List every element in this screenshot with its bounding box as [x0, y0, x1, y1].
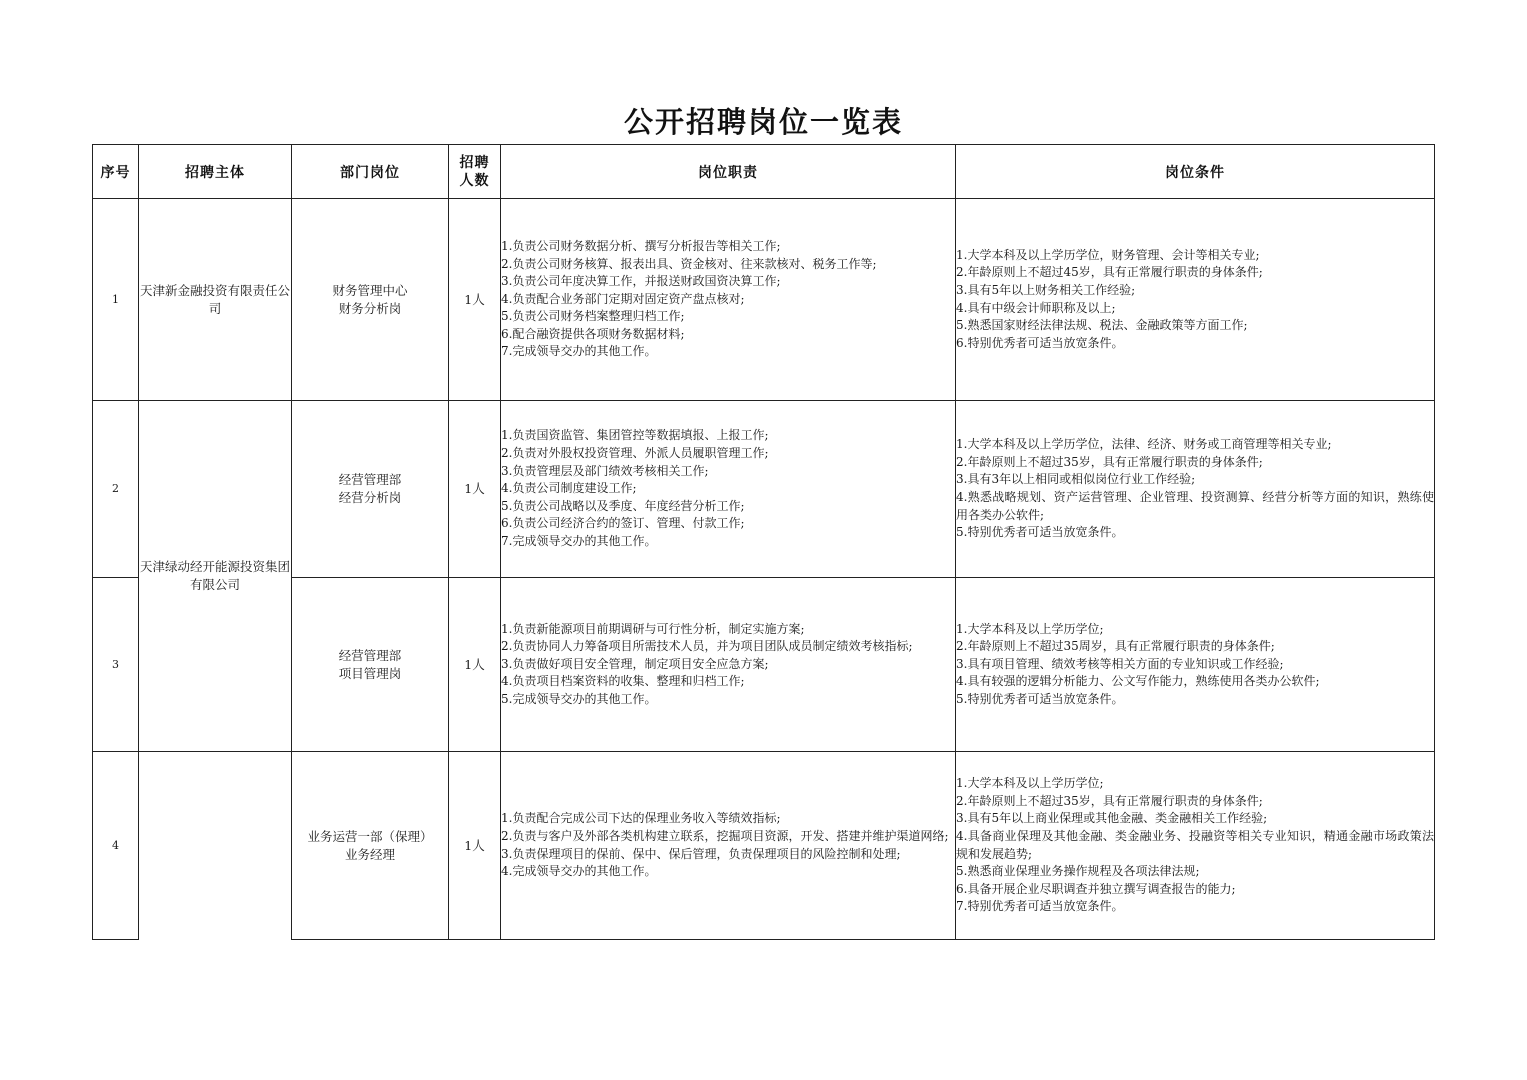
list-item: 5.负责公司战略以及季度、年度经营分析工作; — [501, 498, 745, 513]
list-item: 4.具备商业保理及其他金融、类金融业务、投融资等相关专业知识，精通金融市场政策法规和发展趋势; — [956, 828, 1434, 861]
list-item: 6.具备开展企业尽职调查并独立撰写调查报告的能力; — [956, 881, 1236, 896]
duties-list — [501, 427, 955, 550]
list-item: 4.具有较强的逻辑分析能力、公文写作能力，熟练使用各类办公软件; — [956, 674, 1320, 689]
row-dept — [292, 401, 449, 578]
requirements-list — [956, 436, 1434, 542]
row-dept-name: 经营管理部 — [338, 647, 402, 663]
row-entity: 天津新金融投资有限责任公司 — [139, 199, 292, 401]
row-duties — [501, 199, 956, 401]
list-item: 5.完成领导交办的其他工作。 — [501, 691, 657, 706]
row-requirements — [956, 199, 1435, 401]
row-no: 2 — [93, 401, 139, 578]
list-item: 2.年龄原则上不超过45岁，具有正常履行职责的身体条件; — [956, 265, 1263, 280]
header-count — [449, 145, 501, 199]
header-dept: 部门岗位 — [292, 145, 449, 199]
list-item: 7.特别优秀者可适当放宽条件。 — [956, 899, 1124, 914]
list-item: 1.大学本科及以上学历学位，法律、经济、财务或工商管理等相关专业; — [956, 437, 1332, 452]
list-item: 3.具有5年以上财务相关工作经验; — [956, 282, 1136, 297]
list-item: 4.熟悉战略规划、资产运营管理、企业管理、投资测算、经营分析等方面的知识，熟练使用各类办公软件; — [956, 490, 1434, 522]
duties-list — [501, 238, 955, 361]
list-item: 1.大学本科及以上学历学位; — [956, 776, 1104, 791]
row-count: 1人 — [449, 199, 501, 401]
header-entity: 招聘主体 — [139, 145, 292, 199]
table-row — [93, 199, 1435, 401]
list-item: 2.年龄原则上不超过35岁，具有正常履行职责的身体条件; — [956, 793, 1263, 808]
row-requirements — [956, 752, 1435, 940]
list-item: 3.负责管理层及部门绩效考核相关工作; — [501, 463, 709, 478]
list-item: 2.负责对外股权投资管理、外派人员履职管理工作; — [501, 446, 769, 461]
list-item: 4.具有中级会计师职称及以上; — [956, 300, 1116, 315]
row-dept-post: 财务分析岗 — [338, 300, 402, 316]
duties-list — [501, 621, 955, 709]
row-entity-empty — [139, 752, 292, 940]
list-item: 6.配合融资提供各项财务数据材料; — [501, 326, 685, 341]
list-item: 1.负责公司财务数据分析、撰写分析报告等相关工作; — [501, 238, 781, 253]
list-item: 5.熟悉国家财经法律法规、税法、金融政策等方面工作; — [956, 318, 1248, 333]
list-item: 5.负责公司财务档案整理归档工作; — [501, 309, 685, 324]
list-item: 3.具有3年以上相同或相似岗位行业工作经验; — [956, 472, 1196, 487]
list-item: 2.年龄原则上不超过35周岁，具有正常履行职责的身体条件; — [956, 639, 1275, 654]
row-dept-post: 经营分析岗 — [338, 490, 402, 505]
row-no: 1 — [93, 199, 139, 401]
row-duties — [501, 578, 956, 752]
page-title: 公开招聘岗位一览表 — [623, 105, 903, 139]
header-count-line2: 人数 — [459, 172, 490, 189]
list-item: 3.具有项目管理、绩效考核等相关方面的专业知识或工作经验; — [956, 656, 1284, 671]
list-item: 2.负责与客户及外部各类机构建立联系，挖掘项目资源，开发、搭建并维护渠道网络; — [501, 828, 949, 843]
list-item: 4.负责配合业务部门定期对固定资产盘点核对; — [501, 291, 745, 306]
list-item: 3.负责公司年度决算工作，并报送财政国资决算工作; — [501, 274, 781, 289]
list-item: 4.负责项目档案资料的收集、整理和归档工作; — [501, 674, 745, 689]
list-item: 1.负责国资监管、集团管控等数据填报、上报工作; — [501, 428, 769, 443]
list-item: 4.完成领导交办的其他工作。 — [501, 864, 657, 879]
list-item: 1.负责配合完成公司下达的保理业务收入等绩效指标; — [501, 811, 781, 826]
row-count: 1人 — [449, 578, 501, 752]
row-requirements — [956, 578, 1435, 752]
table-header-row — [93, 145, 1435, 199]
list-item: 5.特别优秀者可适当放宽条件。 — [956, 691, 1124, 706]
recruitment-table — [92, 144, 1435, 940]
list-item: 1.大学本科及以上学历学位，财务管理、会计等相关专业; — [956, 247, 1260, 262]
list-item: 2.负责协同人力筹备项目所需技术人员，并为项目团队成员制定绩效考核指标; — [501, 639, 913, 654]
requirements-list — [956, 775, 1434, 916]
header-count-line1: 招聘 — [459, 154, 490, 171]
list-item: 1.负责新能源项目前期调研与可行性分析，制定实施方案; — [501, 621, 805, 636]
list-item: 5.特别优秀者可适当放宽条件。 — [956, 525, 1124, 540]
row-dept-name: 业务运营一部（保理） — [307, 828, 433, 844]
list-item: 3.具有5年以上商业保理或其他金融、类金融相关工作经验; — [956, 811, 1268, 826]
list-item: 2.年龄原则上不超过35岁，具有正常履行职责的身体条件; — [956, 454, 1263, 469]
row-entity: 天津绿动经开能源投资集团有限公司 — [139, 401, 292, 752]
requirements-list — [956, 247, 1434, 353]
row-no: 3 — [93, 578, 139, 752]
row-dept — [292, 752, 449, 940]
row-duties — [501, 401, 956, 578]
row-dept-post: 业务经理 — [344, 846, 395, 862]
header-requirements: 岗位条件 — [956, 145, 1435, 199]
row-dept-name: 财务管理中心 — [332, 282, 408, 298]
list-item: 1.大学本科及以上学历学位; — [956, 621, 1104, 636]
row-requirements — [956, 401, 1435, 578]
list-item: 6.特别优秀者可适当放宽条件。 — [956, 335, 1124, 350]
list-item: 6.负责公司经济合约的签订、管理、付款工作; — [501, 516, 745, 531]
list-item: 2.负责公司财务核算、报表出具、资金核对、往来款核对、税务工作等; — [501, 256, 877, 271]
row-dept — [292, 199, 449, 401]
table-row — [93, 578, 1435, 752]
row-count: 1人 — [449, 401, 501, 578]
row-dept-name: 经营管理部 — [338, 472, 402, 487]
table-row — [93, 401, 1435, 578]
row-dept — [292, 578, 449, 752]
header-no: 序号 — [93, 145, 139, 199]
row-count: 1人 — [449, 752, 501, 940]
list-item: 7.完成领导交办的其他工作。 — [501, 344, 657, 359]
list-item: 7.完成领导交办的其他工作。 — [501, 533, 657, 548]
list-item: 5.熟悉商业保理业务操作规程及各项法律法规; — [956, 864, 1200, 879]
row-no: 4 — [93, 752, 139, 940]
row-dept-post: 项目管理岗 — [338, 665, 402, 681]
header-duties: 岗位职责 — [501, 145, 956, 199]
list-item: 4.负责公司制度建设工作; — [501, 481, 637, 496]
requirements-list — [956, 621, 1434, 709]
table-row — [93, 752, 1435, 940]
duties-list — [501, 810, 955, 880]
row-duties — [501, 752, 956, 940]
list-item: 3.负责做好项目安全管理，制定项目安全应急方案; — [501, 656, 769, 671]
list-item: 3.负责保理项目的保前、保中、保后管理，负责保理项目的风险控制和处理; — [501, 846, 901, 861]
